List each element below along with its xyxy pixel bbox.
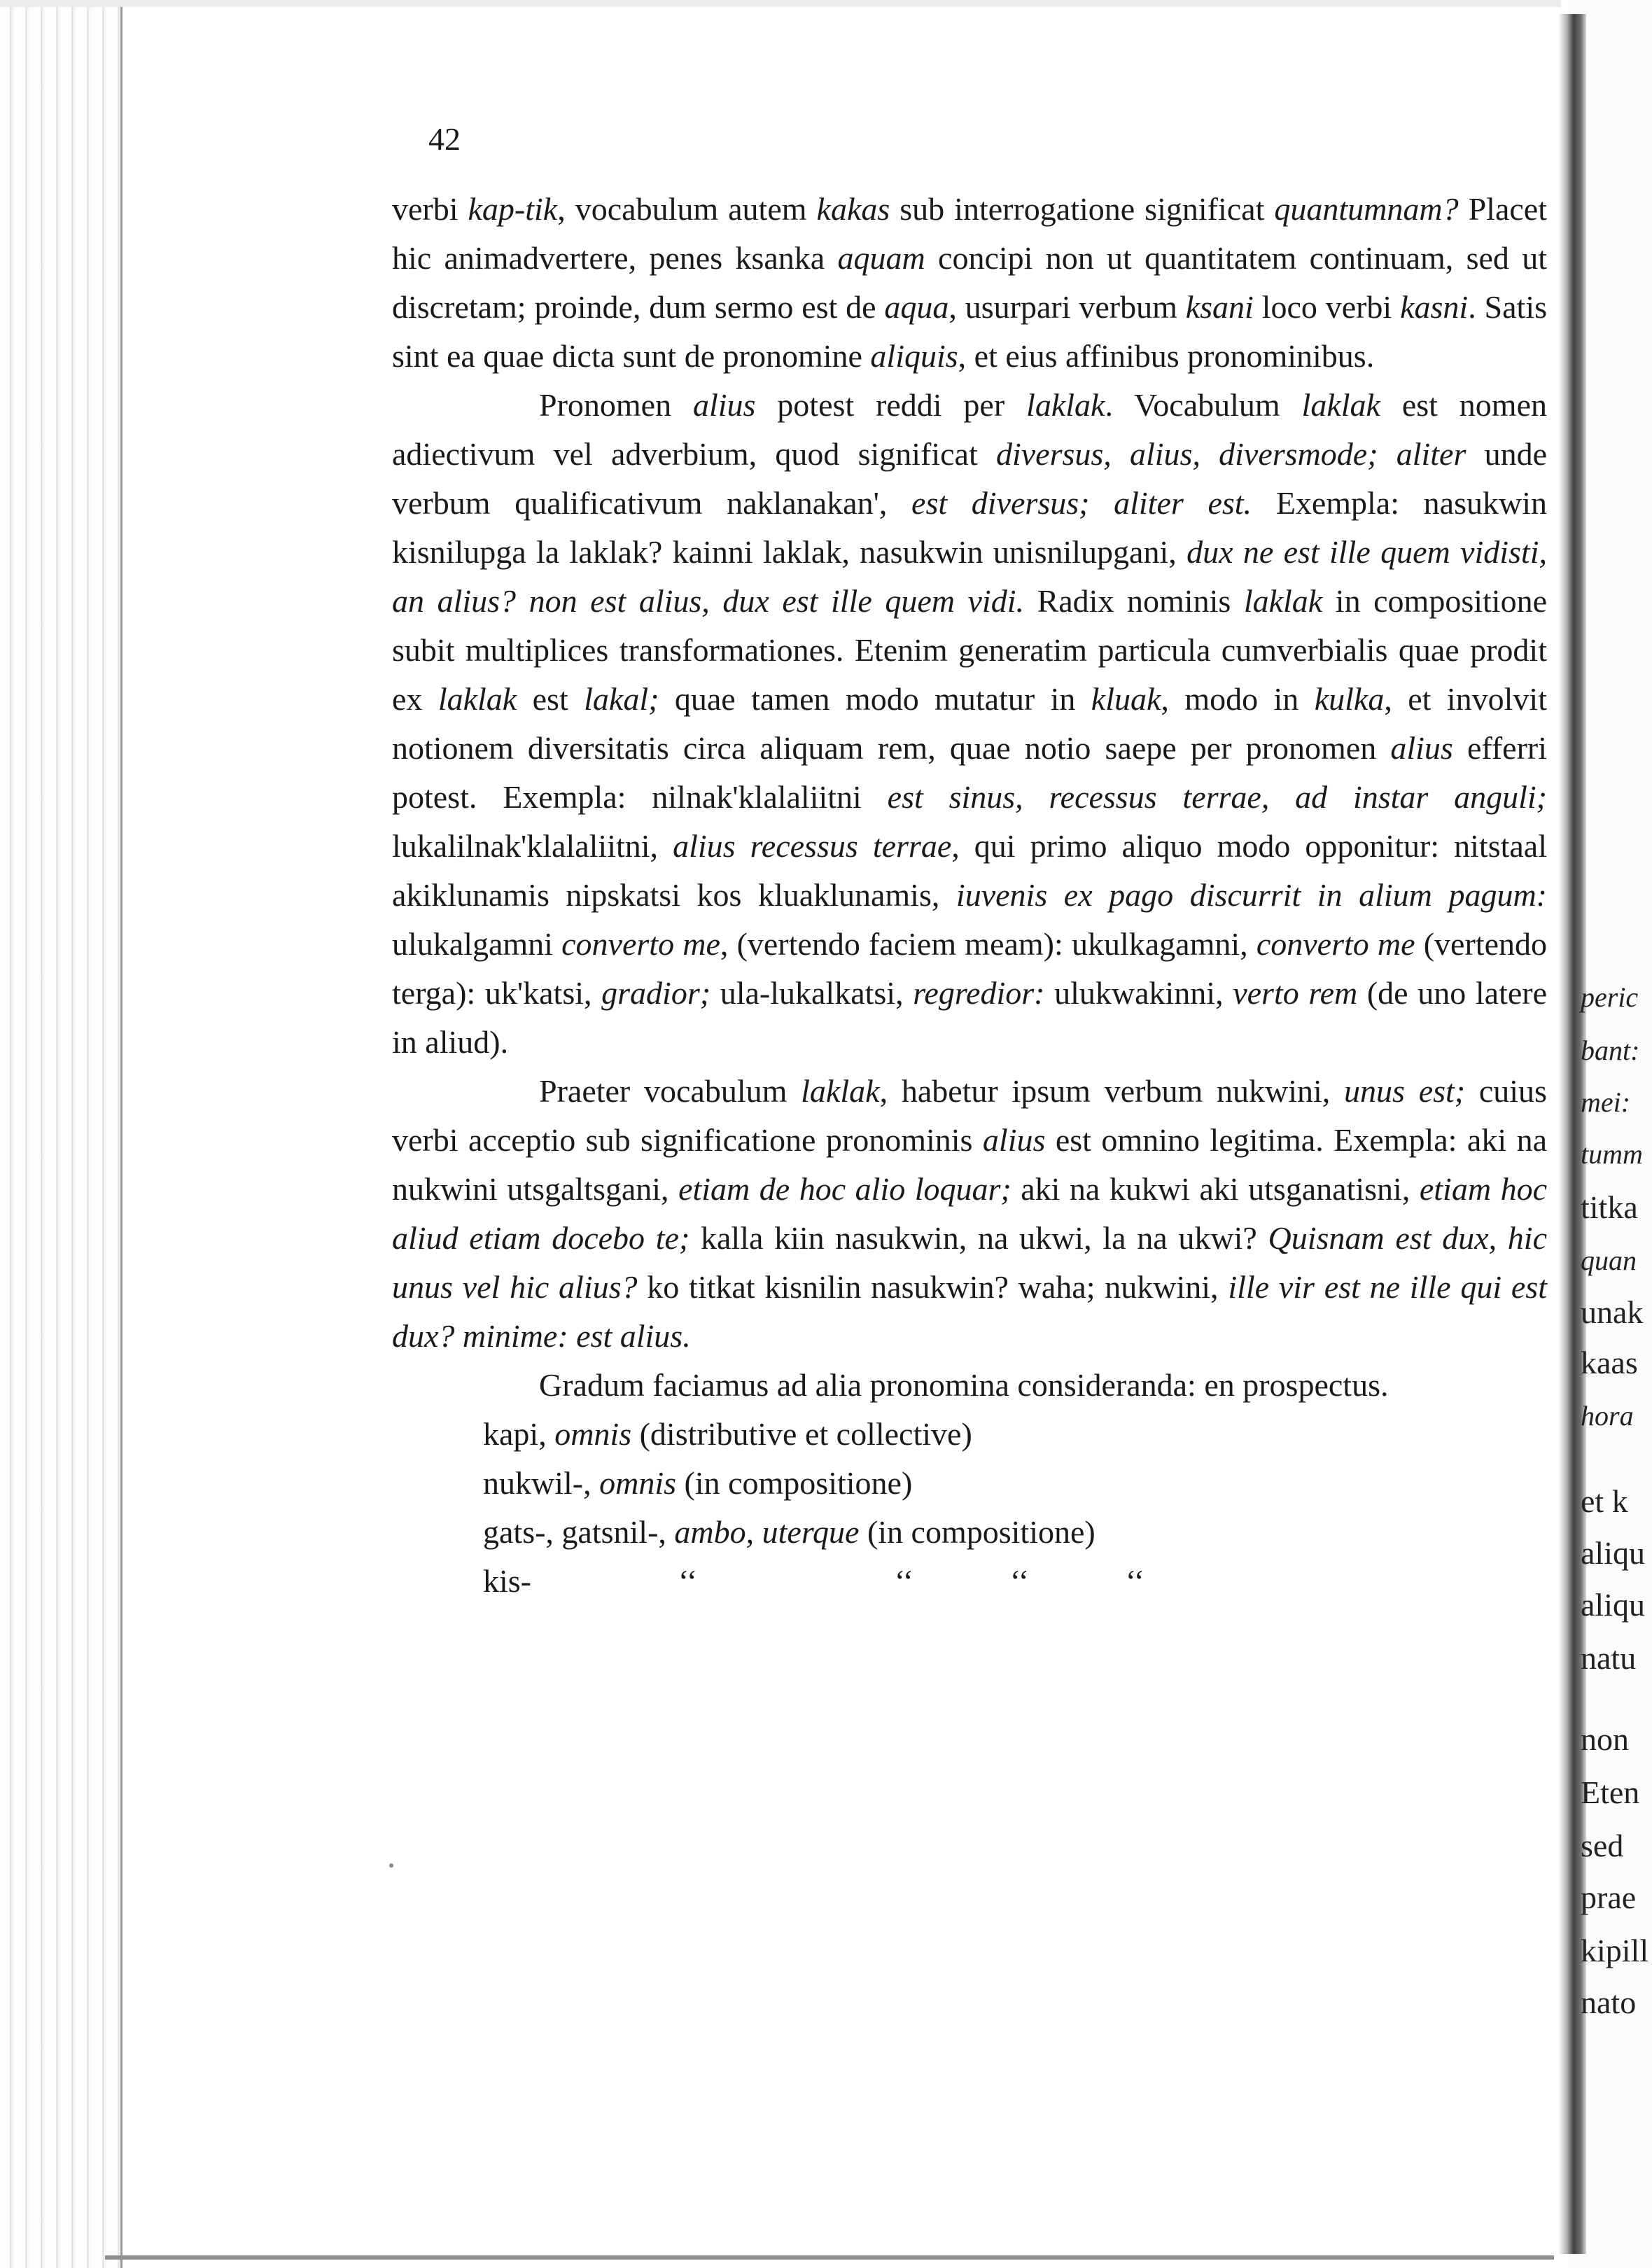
italic-gloss: regredior: — [913, 975, 1045, 1011]
text-run: ula-lukalkatsi, — [710, 975, 913, 1011]
text-run: aki na kukwi aki utsganatisni, — [1011, 1171, 1420, 1207]
italic-gloss: dux ne est ille quem vidisti, an alius? non est alius, dux est ille quem vidi. — [392, 534, 1547, 619]
text-run: , (vertendo faciem meam): ukulkagamni, — [720, 926, 1256, 962]
ditto-mark: ‘‘ — [894, 1563, 914, 1599]
text-run: , modo in — [1161, 681, 1315, 717]
italic-gloss: kap-tik — [468, 191, 558, 227]
text-run: quae tamen modo mutatur in — [659, 681, 1091, 717]
facing-page-text: aliqu — [1581, 1535, 1645, 1571]
text-run: Exempla: nasukwin kisnilupga la laklak? kainni laklak, nasukwin unisnilupgani, — [392, 485, 1547, 570]
italic-gloss: iuvenis ex pago discurrit in alium pagum: — [955, 877, 1547, 913]
italic-gloss: aquam — [837, 240, 925, 276]
ditto-marks — [531, 1563, 1193, 1599]
text-run: , et eius affinibus pronominibus. — [958, 338, 1375, 374]
book-edge-left — [0, 0, 122, 2268]
text-run: , habetur ipsum verbum nukwini, — [879, 1073, 1345, 1109]
facing-page-text: sed — [1581, 1828, 1624, 1863]
italic-gloss: converto me — [1256, 926, 1415, 962]
italic-gloss: alius — [692, 387, 756, 423]
paragraph — [392, 1067, 1547, 1361]
scan-speck — [389, 1863, 393, 1868]
list-gloss: ambo, uterque — [674, 1514, 860, 1550]
text-run: , qui primo aliquo modo opponitur: nitstaal akiklunamis nipskatsi kos kluaklunamis, — [392, 828, 1547, 913]
ditto-mark: ‘‘ — [678, 1563, 698, 1599]
italic-gloss: unus est; — [1344, 1073, 1466, 1109]
text-run: . Vocabulum — [1105, 387, 1302, 423]
italic-gloss: verto rem — [1233, 975, 1358, 1011]
list-item — [483, 1508, 1547, 1557]
facing-page-text: aliqu — [1581, 1587, 1645, 1623]
text-run: . Satis sint ea quae dicta sunt de pronomine — [392, 289, 1547, 374]
italic-gloss: laklak — [1026, 387, 1105, 423]
facing-page-text: non — [1581, 1721, 1629, 1757]
paragraph — [392, 1361, 1547, 1410]
list-word: nukwil-, — [483, 1465, 592, 1501]
italic-gloss: kulka — [1314, 681, 1385, 717]
italic-gloss: laklak — [1243, 583, 1323, 619]
italic-gloss: est sinus, recessus terrae, ad instar anguli; — [887, 779, 1548, 815]
text-run: est nomen adiectivum vel adverbium, quod significat — [392, 387, 1547, 472]
page-number: 42 — [428, 121, 461, 157]
italic-gloss: laklak — [801, 1073, 880, 1109]
list-gloss: omnis — [599, 1465, 677, 1501]
facing-page-text: bant: — [1581, 1035, 1640, 1066]
facing-page-text: kipill — [1581, 1933, 1649, 1968]
italic-gloss: alius — [982, 1122, 1046, 1158]
paragraph — [392, 381, 1547, 1067]
italic-gloss: est diversus; aliter est. — [911, 485, 1252, 521]
facing-page-text: quan — [1581, 1245, 1637, 1276]
facing-page-text: natu — [1581, 1640, 1637, 1676]
text-run: lukalilnak'klalaliitni, — [392, 828, 673, 864]
text-run: est omnino legitima. Exempla: aki na nukwini utsgaltsgani, — [392, 1122, 1547, 1207]
facing-page-text: peric — [1581, 981, 1639, 1013]
italic-gloss: kasni — [1400, 289, 1469, 325]
text-run: potest reddi per — [755, 387, 1027, 423]
pronoun-list-last-line — [483, 1557, 1547, 1606]
facing-page-text: Eten — [1581, 1774, 1640, 1810]
italic-gloss: aliquis — [870, 338, 958, 374]
facing-page-text: hora — [1581, 1400, 1634, 1432]
scan-edge-bottom — [105, 2255, 1554, 2260]
text-run: Radix nominis — [1024, 583, 1244, 619]
list-word: gats-, gatsnil-, — [483, 1514, 666, 1550]
facing-page-text: titka — [1581, 1189, 1638, 1225]
italic-gloss: aqua — [884, 289, 949, 325]
text-run: concipi non ut quantitatem continuam, sed ut discretam; proinde, dum sermo est de — [392, 240, 1547, 325]
facing-page-text: unak — [1581, 1294, 1644, 1330]
text-run: cuius verbi acceptio sub significatione pronominis — [392, 1073, 1547, 1158]
italic-gloss: lakal; — [584, 681, 659, 717]
text-run: ko titkat kisnilin nasukwin? waha; nukwini, — [637, 1269, 1228, 1305]
text-run: kalla kiin nasukwin, na ukwi, la na ukwi? — [690, 1220, 1268, 1256]
italic-gloss: laklak — [438, 681, 517, 717]
list-note: (distributive et collective) — [639, 1416, 972, 1452]
text-run: , vocabulum autem — [557, 191, 817, 227]
list-item — [483, 1410, 1547, 1459]
text-run: sub interrogatione significat — [890, 191, 1275, 227]
italic-gloss: etiam de hoc alio loquar; — [678, 1171, 1011, 1207]
list-note: (in compositione) — [684, 1465, 913, 1501]
text-run: ulukalgamni — [392, 926, 562, 962]
text-run: Gradum faciamus ad alia pronomina consideranda: en prospectus. — [539, 1367, 1389, 1403]
text-run: Pronomen — [539, 387, 693, 423]
facing-page-text: tumm — [1581, 1138, 1643, 1170]
italic-gloss: alius recessus terrae — [673, 828, 952, 864]
list-item — [483, 1459, 1547, 1508]
text-run: ulukwakinni, — [1044, 975, 1233, 1011]
italic-gloss: laklak — [1301, 387, 1380, 423]
italic-gloss: etiam hoc aliud etiam docebo te; — [392, 1171, 1547, 1256]
ditto-mark: ‘‘ — [1009, 1563, 1030, 1599]
italic-gloss: converto me — [561, 926, 720, 962]
text-run: , et involvit notionem diversitatis circa aliquam rem, quae notio saepe per pronomen — [392, 681, 1547, 766]
text-run: in compositione subit multiplices transformationes. Etenim generatim particula cumverbialis quae prodit ex — [392, 583, 1548, 717]
facing-page-text: nato — [1581, 1984, 1637, 2020]
text-run: verbi — [392, 191, 468, 227]
italic-gloss: ksani — [1185, 289, 1254, 325]
facing-page-text: kaas — [1581, 1345, 1638, 1380]
paragraph — [392, 185, 1547, 381]
italic-gloss: Quisnam est dux, hic unus vel hic alius? — [392, 1220, 1547, 1305]
text-run: est — [517, 681, 584, 717]
list-word: kis- — [483, 1563, 531, 1599]
text-run: , usurpari verbum — [948, 289, 1186, 325]
text-run: Praeter vocabulum — [539, 1073, 802, 1109]
list-word: kapi, — [483, 1416, 547, 1452]
list-gloss: omnis — [554, 1416, 632, 1452]
facing-page-text: mei: — [1581, 1086, 1631, 1118]
italic-gloss: alius — [1390, 730, 1453, 766]
italic-gloss: diversus, alius, diversmode; aliter — [995, 436, 1466, 472]
pronoun-list — [483, 1410, 1547, 1557]
text-run: loco verbi — [1253, 289, 1401, 325]
paragraphs — [392, 185, 1547, 1410]
facing-page-text: prae — [1581, 1879, 1637, 1915]
italic-gloss: quantumnam? — [1274, 191, 1459, 227]
italic-gloss: gradior; — [601, 975, 711, 1011]
text-run: Placet hic animadvertere, penes ksanka — [392, 191, 1547, 276]
italic-gloss: kluak — [1091, 681, 1161, 717]
scan-edge-top — [0, 0, 1561, 7]
list-note: (in compositione) — [867, 1514, 1096, 1550]
text-run: (vertendo terga): uk'katsi, — [392, 926, 1547, 1011]
page-body — [392, 185, 1547, 1606]
facing-page-text: et k — [1581, 1483, 1628, 1519]
italic-gloss: kakas — [816, 191, 890, 227]
text-run: unde verbum qualificativum naklanakan', — [392, 436, 1548, 521]
text-run: (de uno latere in aliud). — [392, 975, 1548, 1060]
italic-gloss: ille vir est ne ille qui est dux? minime: est alius. — [392, 1269, 1547, 1354]
text-run: efferri potest. Exempla: nilnak'klalaliitni — [392, 730, 1548, 815]
ditto-mark: ‘‘ — [1125, 1563, 1145, 1599]
